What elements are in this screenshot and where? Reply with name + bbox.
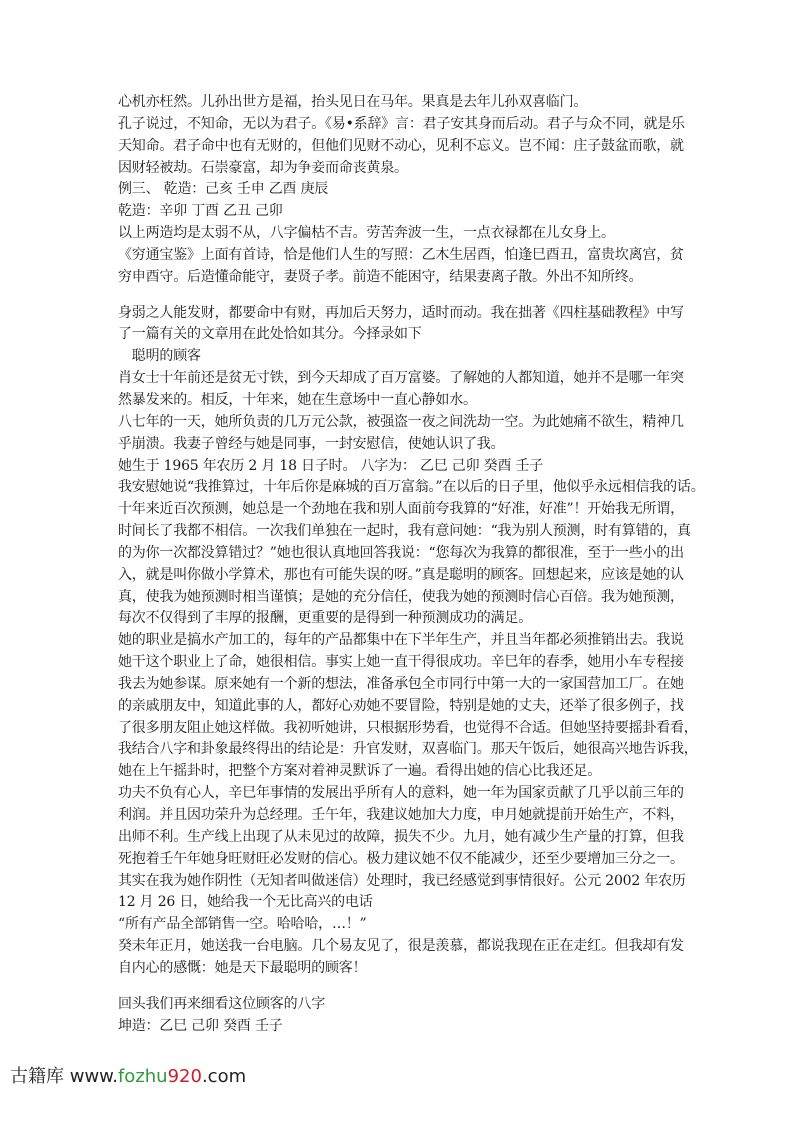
text-line: 我去为她参谋。原来她有一个新的想法，准备承包全市同行中第一大的一家国营加工厂。在她 (118, 675, 684, 692)
footer-brand: 古籍库 (10, 1066, 64, 1087)
text-line: 出师不利。生产线上出现了从未见过的故障，损失不少。九月，她有减少生产量的打算，但我 (118, 828, 684, 845)
text-line: 然暴发来的。相反，十年来，她在生意场中一直心静如水。 (118, 391, 477, 408)
text-line: 了一篇有关的文章用在此处恰如其分。今择录如下 (118, 326, 422, 343)
document-body (118, 92, 705, 1037)
watermark-footer (10, 1062, 246, 1088)
text-line: 的为你一次都没算错过？”她也很认真地回答我说：“您每次为我算的都很准，至于一些小的出 (118, 544, 684, 561)
text-line: 十年来近百次预测，她总是一个劲地在我和别人面前夸我算的“好准，好准”！开始我无所谓， (118, 501, 684, 518)
text-line: 身弱之人能发财，都要命中有财，再加后天努力，适时而动。我在拙著《四柱基础教程》中写 (118, 304, 684, 321)
text-line: 回头我们再来细看这位顾客的八字 (118, 995, 325, 1012)
text-line: 乎崩溃。我妻子曾经与她是同事，一封安慰信，使她认识了我。 (118, 435, 505, 452)
text-line: 《穷通宝鉴》上面有首诗，恰是他们人生的写照：乙木生居酉，怕逢巳酉丑，富贵坎离宫，贫 (118, 246, 684, 263)
blank-line (118, 980, 688, 994)
text-line: 她干这个职业上了命，她很相信。事实上她一直干得很成功。辛巳年的春季，她用小车专程接 (118, 654, 684, 671)
text-line: 每次不仅得到了丰厚的报酬，更重要的是得到一种预测成功的满足。 (118, 610, 532, 627)
text-line: 坤造：乙巳 己卯 癸酉 壬子 (118, 1017, 283, 1034)
text-line: 我安慰她说“我推算过，十年后你是麻城的百万富翁。”在以后的日子里，他似乎永远相信我的话。 (118, 479, 705, 496)
text-line: 其实在我为她作阴性（无知者叫做迷信）处理时，我已经感觉到事情很好。公元 2002 年农历 (118, 872, 686, 889)
text-line: 自内心的感慨：她是天下最聪明的顾客！ (118, 959, 367, 976)
text-line: 八七年的一天，她所负责的几万元公款，被强盗一夜之间洗劫一空。为此她痛不欲生，精神几 (118, 413, 684, 430)
text-line: 她在上午摇卦时，把整个方案对着神灵默诉了一遍。看得出她的信心比我还足。 (118, 763, 601, 780)
text-line: 因财轻被劫。石崇豪富，却为争妾而命丧黄泉。 (118, 159, 408, 176)
text-line: 天知命。君子命中也有无财的，但他们见财不动心，见利不忘义。岂不闻：庄子鼓盆而歌，就 (118, 137, 684, 154)
text-line: 时间长了我都不相信。一次我们单独在一起时，我有意问她：“我为别人预测，时有算错的，真 (118, 523, 691, 540)
text-line: 乾造：辛卯 丁酉 乙丑 己卯 (118, 203, 283, 220)
text-line: 癸未年正月，她送我一台电脑。几个易友见了，很是羡慕，都说我现在正在走红。但我却有发 (118, 938, 684, 955)
text-line: 孔子说过，不知命，无以为君子。《易•系辞》言：君子安其身而后动。君子与众不同，就是乐 (118, 115, 685, 132)
text-line: 的亲戚朋友中，知道此事的人，都好心劝她不要冒险，特别是她的丈夫，还举了很多例子，找 (118, 697, 684, 714)
text-line: 她的职业是搞水产加工的，每年的产品都集中在下半年生产，并且当年都必须推销出去。我说 (118, 632, 684, 649)
text-line: 我结合八字和卦象最终得出的结论是：升官发财，双喜临门。那天午饭后，她很高兴地告诉我， (118, 741, 698, 758)
blank-line (118, 289, 688, 303)
text-line: 她生于 1965 年农历 2 月 18 日子时。 八字为： 乙巳 己卯 癸酉 壬子 (118, 457, 544, 474)
footer-url[interactable]: www.fozhu920.com (69, 1066, 247, 1087)
text-line: “所有产品全部销售一空。哈哈哈，…！” (118, 916, 367, 933)
text-line: 穷申酉守。后造懂命能守，妻贤子孝。前造不能困守，结果妻离子散。外出不知所终。 (118, 268, 643, 285)
text-line: 心机亦枉然。儿孙出世方是福，抬头见日在马年。果真是去年儿孙双喜临门。 (118, 94, 588, 110)
text-line: 功夫不负有心人，辛巳年事情的发展出乎所有人的意料，她一年为国家贡献了几乎以前三年的 (118, 785, 684, 802)
text-line: 以上两造均是太弱不从，八字偏枯不吉。劳苦奔波一生，一点衣禄都在儿女身上。 (118, 225, 615, 242)
text-line: 肖女士十年前还是贫无寸铁，到今天却成了百万富婆。了解她的人都知道，她并不是哪一年突 (118, 370, 684, 387)
text-line: 例三、 乾造：己亥 壬申 乙酉 庚辰 (118, 181, 329, 198)
text-line: 聪明的顾客 (118, 348, 201, 365)
text-line: 真，使我为她预测时相当谨慎；是她的充分信任，使我为她的预测时信心百倍。我为她预测， (118, 588, 684, 605)
text-line: 利润。并且因功荣升为总经理。壬午年，我建议她加大力度，申月她就提前开始生产，不料， (118, 807, 684, 823)
text-line: 入，就是叫你做小学算术，那也有可能失误的呀。”真是聪明的顾客。回想起来，应该是她的认 (118, 566, 684, 583)
text-line: 了很多朋友阻止她这样做。我初听她讲，只根据形势看，也觉得不合适。但她坚持要摇卦看看， (118, 719, 698, 736)
text-line: 死抱着壬午年她身旺财旺必发财的信心。极力建议她不仅不能减少，还至少要增加三分之一。 (118, 850, 684, 867)
text-line: 12 月 26 日，她给我一个无比高兴的电话 (118, 894, 373, 911)
